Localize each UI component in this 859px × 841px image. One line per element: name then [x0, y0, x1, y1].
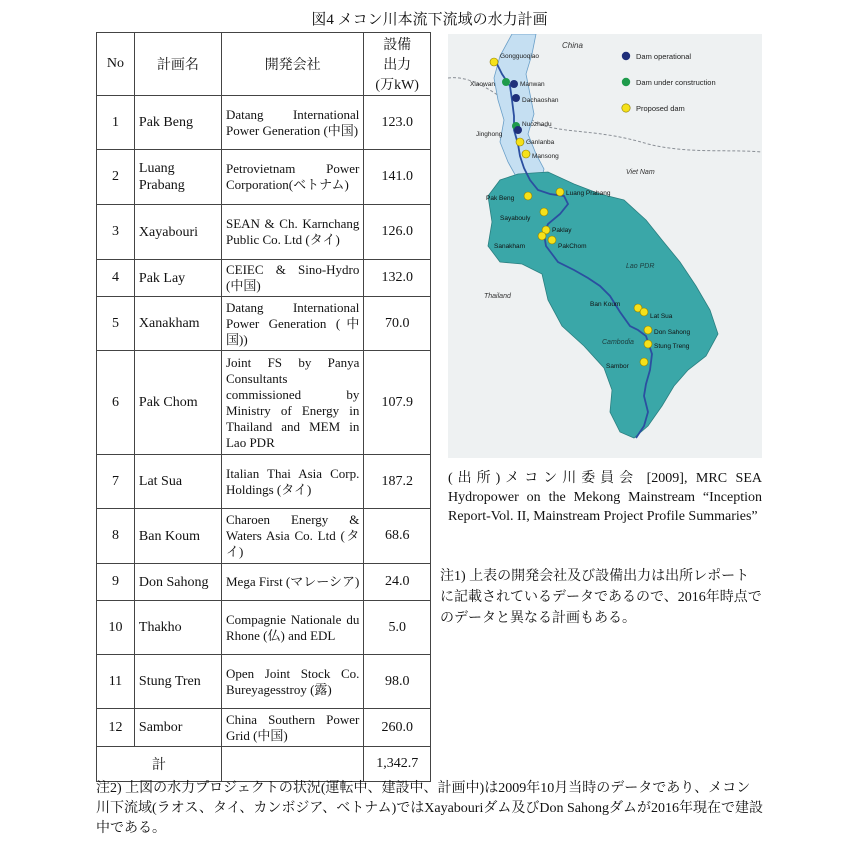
cell-developer: Open Joint Stock Co. Bureyagesstroy (露): [221, 655, 363, 709]
cell-capacity: 132.0: [364, 260, 431, 297]
header-developer: 開発会社: [221, 33, 363, 96]
cell-name: Luang Prabang: [134, 150, 221, 205]
cell-name: Pak Chom: [134, 351, 221, 455]
dam-gongguoqiao-label: Gongguoqiao: [500, 53, 540, 60]
dam-paklay-label: Paklay: [552, 227, 572, 234]
cell-name: Xayabouri: [134, 205, 221, 260]
cell-capacity: 123.0: [364, 96, 431, 150]
legend-construction-icon: [622, 78, 630, 86]
cell-name: Don Sahong: [134, 564, 221, 601]
dam-jinghong-label: Jinghong: [476, 131, 503, 138]
table-row: [97, 509, 431, 564]
dam-luang-prabang-label: Luang Prabang: [566, 190, 611, 197]
cell-name: Pak Lay: [134, 260, 221, 297]
dam-manwan-marker: [510, 80, 518, 88]
cell-capacity: 98.0: [364, 655, 431, 709]
header-capacity-line3: (万kW): [375, 78, 419, 93]
cell-name: Ban Koum: [134, 509, 221, 564]
dam-pakchom-marker: [548, 236, 556, 244]
cell-no: 11: [97, 655, 135, 709]
cell-no: 2: [97, 150, 135, 205]
cell-no: 5: [97, 297, 135, 351]
cell-capacity: 24.0: [364, 564, 431, 601]
cell-no: 9: [97, 564, 135, 601]
table-row: [97, 297, 431, 351]
header-capacity-line1: 設備: [383, 38, 412, 53]
dam-mansong-marker: [522, 150, 530, 158]
header-capacity-line2: 出力: [383, 58, 412, 73]
cell-no: 10: [97, 601, 135, 655]
country-china: China: [562, 41, 583, 50]
table-row: [97, 564, 431, 601]
dam-mansong-label: Mansong: [532, 153, 559, 160]
cell-no: 4: [97, 260, 135, 297]
table-row: [97, 455, 431, 509]
dam-don-sahong-label: Don Sahong: [654, 329, 691, 336]
dam-manwan-label: Manwan: [520, 81, 545, 88]
total-label: 計: [97, 747, 222, 782]
table-total-row: [97, 747, 431, 782]
cell-no: 8: [97, 509, 135, 564]
dam-sambor-label: Sambor: [606, 363, 629, 370]
note-2: 注2) 上図の水力プロジェクトの状況(運転中、建設中、計画中)は2009年10月当時のデータであり、メコン川下流域(ラオス、タイ、カンボジア、ベトナム)ではXayabouriダム及びDon Sahongダムが2016年現在で建設中である。: [96, 781, 763, 836]
dam-xiaowan-label: Xiaowan: [470, 81, 495, 88]
cell-developer: Italian Thai Asia Corp. Holdings (タイ): [221, 455, 363, 509]
country-thailand: Thailand: [484, 293, 511, 300]
dam-pak-beng-label: Pak Beng: [486, 195, 515, 202]
table-row: [97, 205, 431, 260]
cell-developer: Datang International Power Generation (中国)): [221, 297, 363, 351]
cell-name: Lat Sua: [134, 455, 221, 509]
dam-dachaoshan-label: Dachaoshan: [522, 97, 559, 104]
dam-jinghong-marker: [514, 126, 522, 134]
cell-capacity: 68.6: [364, 509, 431, 564]
header-capacity: [364, 33, 431, 96]
cell-capacity: 70.0: [364, 297, 431, 351]
dam-luang-prabang-marker: [556, 188, 564, 196]
cell-developer: Petrovietnam Power Corporation(ベトナム): [221, 150, 363, 205]
cell-developer: Datang International Power Generation (中国): [221, 96, 363, 150]
cell-capacity: 187.2: [364, 455, 431, 509]
cell-developer: Joint FS by Panya Consultants commissioned by Ministry of Energy in Thailand and MEM in Lao PDR: [221, 351, 363, 455]
cell-name: Stung Tren: [134, 655, 221, 709]
cell-developer: Compagnie Nationale du Rhone (仏) and EDL: [221, 601, 363, 655]
cell-capacity: 126.0: [364, 205, 431, 260]
legend-proposed-icon: [622, 104, 630, 112]
mekong-map: [448, 34, 762, 458]
dam-lat-sua-marker: [640, 308, 648, 316]
dam-nuozhadu-label: Nuozhadu: [522, 121, 552, 128]
map-source-caption: (出所)メコン川委員会 [2009], MRC SEA Hydropower on the Mekong Mainstream “Inception Report-Vol. II, Mainstream Project Profile Summaries”: [448, 471, 762, 524]
legend-proposed-label: Proposed dam: [636, 104, 685, 113]
cell-capacity: 141.0: [364, 150, 431, 205]
legend-construction-label: Dam under construction: [636, 78, 716, 87]
dam-stung-treng-label: Stung Treng: [654, 343, 690, 350]
total-value: 1,342.7: [364, 747, 431, 782]
table-row: [97, 150, 431, 205]
table-header-row: [97, 33, 431, 96]
dam-xiaowan-marker: [502, 78, 510, 86]
dam-sanakham-label: Sanakham: [494, 243, 526, 250]
cell-capacity: 260.0: [364, 709, 431, 747]
cell-developer: Charoen Energy & Waters Asia Co. Ltd (タイ): [221, 509, 363, 564]
cell-name: Thakho: [134, 601, 221, 655]
table-row: [97, 709, 431, 747]
cell-developer: China Southern Power Grid (中国): [221, 709, 363, 747]
dam-don-sahong-marker: [644, 326, 652, 334]
dam-ganlanba-label: Ganlanba: [526, 139, 555, 146]
country-cambodia: Cambodia: [602, 339, 634, 346]
cell-capacity: 5.0: [364, 601, 431, 655]
cell-no: 3: [97, 205, 135, 260]
cell-developer: CEIEC & Sino-Hydro (中国): [221, 260, 363, 297]
hydropower-table: [96, 32, 431, 782]
dam-pak-beng-marker: [524, 192, 532, 200]
dam-sanakham-marker: [538, 232, 546, 240]
dam-gongguoqiao-marker: [490, 58, 498, 66]
dam-sambor-marker: [640, 358, 648, 366]
country-vietnam: Viet Nam: [626, 169, 655, 176]
legend-operational-label: Dam operational: [636, 52, 692, 61]
table-row: [97, 351, 431, 455]
note-1: 注1) 上表の開発会社及び設備出力は出所レポートに記載されているデータであるので、2016年時点でのデータと異なる計画もある。: [440, 569, 762, 626]
cell-name: Sambor: [134, 709, 221, 747]
cell-no: 6: [97, 351, 135, 455]
dam-sayabouly-marker: [540, 208, 548, 216]
cell-no: 12: [97, 709, 135, 747]
page-title: 図4 メコン川本流下流域の水力計画: [311, 12, 548, 28]
dam-dachaoshan-marker: [512, 94, 520, 102]
cell-name: Pak Beng: [134, 96, 221, 150]
country-laos: Lao PDR: [626, 263, 655, 270]
cell-capacity: 107.9: [364, 351, 431, 455]
table-row: [97, 655, 431, 709]
cell-no: 7: [97, 455, 135, 509]
cell-no: 1: [97, 96, 135, 150]
total-blank: [221, 747, 363, 782]
cell-developer: SEAN & Ch. Karnchang Public Co. Ltd (タイ): [221, 205, 363, 260]
cell-name: Xanakham: [134, 297, 221, 351]
dam-ban-koum-label: Ban Koum: [590, 301, 621, 308]
dam-sayabouly-label: Sayabouly: [500, 215, 531, 222]
dam-stung-treng-marker: [644, 340, 652, 348]
table-row: [97, 601, 431, 655]
dam-lat-sua-label: Lat Sua: [650, 313, 673, 320]
header-name: 計画名: [134, 33, 221, 96]
table-row: [97, 96, 431, 150]
table-row: [97, 260, 431, 297]
dam-ganlanba-marker: [516, 138, 524, 146]
cell-developer: Mega First (マレーシア): [221, 564, 363, 601]
header-no: No: [97, 33, 135, 96]
dam-pakchom-label: PakChom: [558, 243, 587, 250]
legend-operational-icon: [622, 52, 630, 60]
